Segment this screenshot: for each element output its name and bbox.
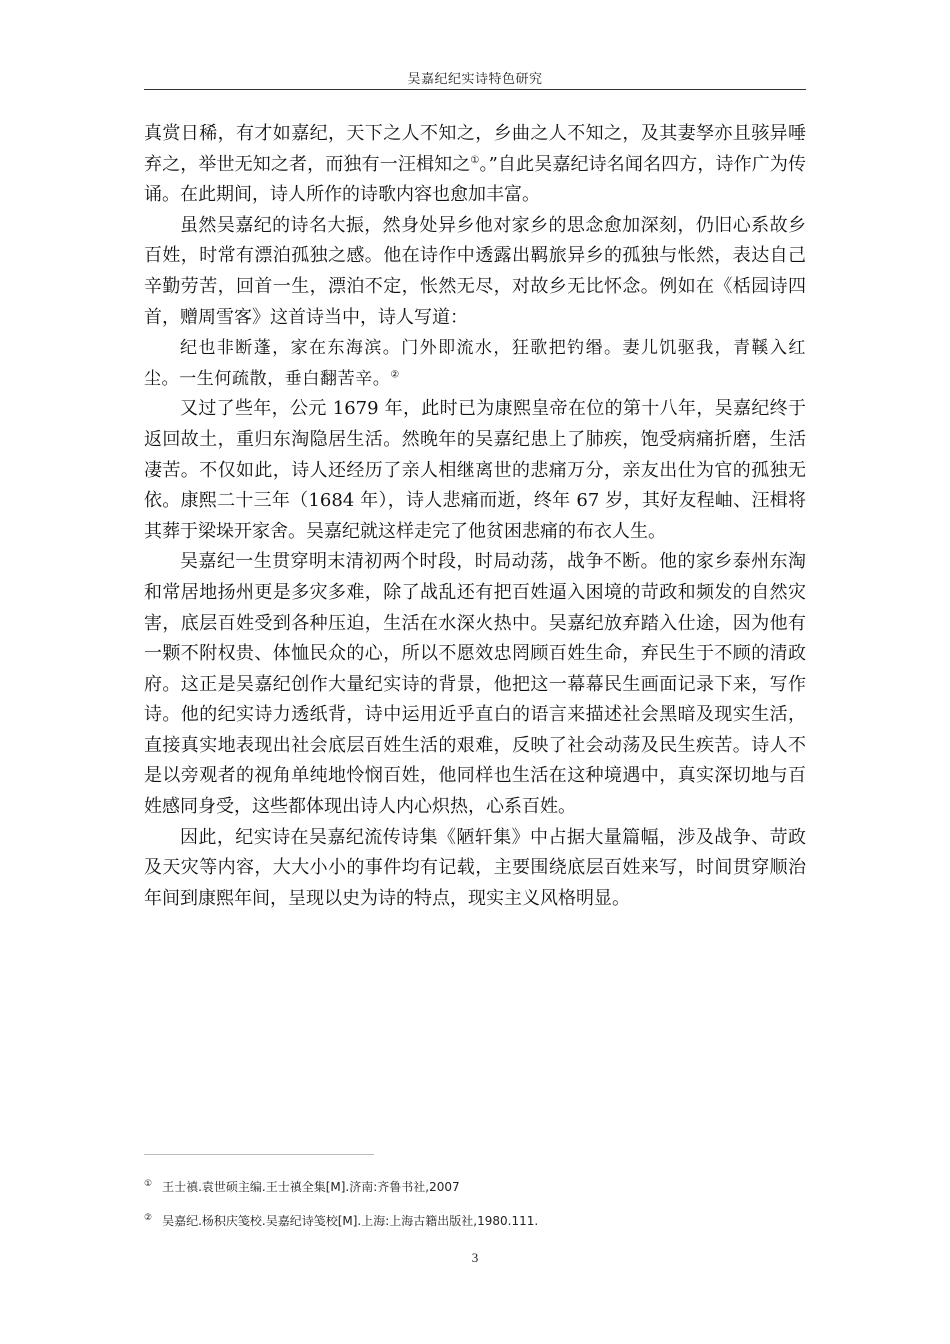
footnote-1	[144, 1178, 806, 1195]
footnote-divider	[144, 1154, 374, 1155]
paragraph-5: 因此，纪实诗在吴嘉纪流传诗集《陋轩集》中占据大量篇幅，涉及战争、苛政及天灾等内容，大大小小的事件均有记载，主要围绕底层百姓来写，时间贯穿顺治年间到康熙年间，呈现以史为诗的特点，现实主义风格明显。	[144, 826, 806, 909]
footnote-2-mark: ②	[144, 1213, 153, 1223]
running-header: 吴嘉纪纪实诗特色研究	[407, 72, 543, 87]
paragraph-1-text-b: 。”自此吴嘉纪诗名闻名四方，诗作广为传诵。在此期间，诗人所作的诗歌内容也愈加丰富。	[144, 153, 807, 206]
paragraph-4: 吴嘉纪一生贯穿明末清初两个时段，时局动荡，战争不断。他的家乡泰州东淘和常居地扬州更是多灾多难，除了战乱还有把百姓逼入困境的苛政和频发的自然灾害，底层百姓受到各种压迫，生活在水深火热中。吴嘉纪放弃踏入仕途，因为他有一颗不附权贵、体恤民众的心，所以不愿效忠罔顾百姓生命，弃民生于不顾的清政府。这正是吴嘉纪创作大量纪实诗的背景，他把这一幕幕民生画面记录下来，写作诗。他的纪实诗力透纸背，诗中运用近乎直白的语言来描述社会黑暗及现实生活，直接真实地表现出社会底层百姓生活的艰难，反映了社会动荡及民生疾苦。诗人不是以旁观者的视角单纯地怜悯百姓，他同样也生活在这种境遇中，真实深切地与百姓感同身受，这些都体现出诗人内心炽热，心系百姓。	[144, 551, 806, 818]
footnote-ref-2[interactable]: ②	[390, 369, 400, 381]
main-body	[144, 119, 806, 914]
paragraph-2: 虽然吴嘉纪的诗名大振，然身处异乡他对家乡的思念愈加深刻，仍旧心系故乡百姓，时常有漂泊孤独之感。他在诗作中透露出羁旅异乡的孤独与怅然，表达自己辛勤劳苦，回首一生，漂泊不定，怅然无尽，对故乡无比怀念。例如在《栝园诗四首，赠周雪客》这首诗当中，诗人写道：	[144, 214, 806, 328]
paragraph-3: 又过了些年，公元 1679 年，此时已为康熙皇帝在位的第十八年，吴嘉纪终于返回故土，重归东淘隐居生活。然晚年的吴嘉纪患上了肺疾，饱受病痛折磨，生活凄苦。不仅如此，诗人还经历了亲人相继离世的悲痛万分，亲友出仕为官的孤独无依。康熙二十三年（1684 年），诗人悲痛而逝，终年 67 岁，其好友程岫、汪楫将其葬于梁垛开家舍。吴嘉纪就这样走完了他贫困悲痛的布衣人生。	[144, 398, 806, 542]
poem-quote-text: 纪也非断蓬，家在东海滨。门外即流水，狂歌把钓缗。妻儿饥驱我，青鞵入红尘。一生何疏散，垂白翻苦辛。	[144, 338, 806, 389]
poem-quote	[144, 333, 806, 394]
footnote-ref-1[interactable]: ①	[470, 154, 480, 166]
footnote-1-mark: ①	[144, 1179, 153, 1189]
footnote-2-text: 吴嘉纪.杨积庆笺校.吴嘉纪诗笺校[M].上海:上海古籍出版社,1980.111.	[162, 1214, 539, 1228]
footnote-1-text: 王士禛.袁世硕主编.王士禛全集[M].济南:齐鲁书社,2007	[162, 1180, 460, 1194]
paragraph-1-text-a: 真赏日稀，有才如嘉纪，天下之人不知之，乡曲之人不知之，及其妻孥亦且骇异唾弃之，举世无知之者，而独有一汪楫知之	[144, 123, 806, 175]
page-number: 3	[471, 1250, 479, 1265]
paragraph-1	[144, 119, 806, 211]
footnote-2	[144, 1212, 806, 1229]
header-divider	[144, 89, 806, 90]
